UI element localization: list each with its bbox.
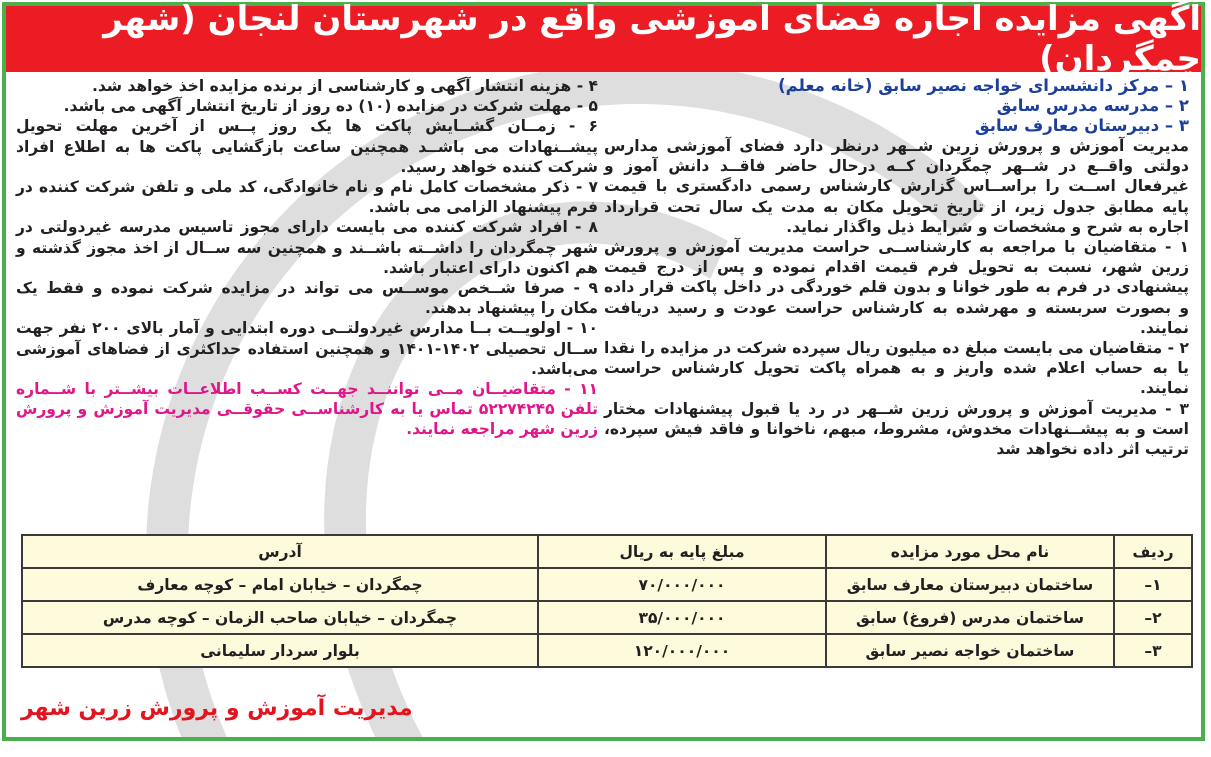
contact-info: ۱۱ - متقاضیــان مــی تواننــد جهــت کســب اطلاعــات بیشــتر با شــماره تلفن ۵۲۲۷۴۲۴۵ تماس یا به کارشناســی حقوقــی مدیریت آموزش و پرورش زرین شهر مراجعه نمایند.	[16, 380, 598, 439]
location-name: ساختمان دبیرستان معارف سابق	[826, 568, 1114, 601]
condition-item-5: ۵ - مهلت شرکت در مزایده (۱۰) ده روز از تاریخ انتشار آگهی می باشد.	[63, 97, 598, 116]
location-heading-1: ۱ – مرکز دانشسرای خواجه نصیر سابق (خانه معلم)	[778, 76, 1189, 95]
address: چمگردان – خیابان صاحب الزمان – کوچه مدرس	[22, 601, 538, 634]
condition-item-10: ۱۰ - اولویــت بــا مدارس غیردولتــی دوره ابتدایی و آمار بالای ۲۰۰ نفر جهت ســال تحصیلی ۱۴۰۲-۱۴۰۱ و همچنین استفاده حداکثری از فضاهای آموزشی می‌باشد.	[16, 319, 599, 378]
table-row	[22, 601, 1192, 634]
condition-item-3: ۳ - مدیریت آموزش و پرورش زرین شــهر در رد یا قبول پیشنهادات مختار است و به پیشــنهادات مخدوش، مشروط، مبهم، ناخوانا و فاقد فیش سپرده، ترتیب اثر داده نخواهد شد	[604, 399, 1189, 459]
location-name: ساختمان خواجه نصیر سابق	[826, 634, 1114, 667]
table-row	[22, 634, 1192, 667]
row-number: ۳–	[1114, 634, 1192, 667]
ad-title: آگهی مزایده اجاره فضای آموزشی واقع در شهرستان لنجان (شهر چمگردان)	[6, 6, 1201, 72]
condition-item-4: ۴ - هزینه انتشار آگهی و کارشناسی از برنده مزایده اخذ خواهد شد.	[91, 77, 598, 95]
condition-item-7: ۷ - ذکر مشخصات کامل نام و نام خانوادگی، کد ملی و تلفن شرکت کننده در فرم پیشنهاد الزامی می باشد.	[16, 178, 598, 217]
row-number: ۱–	[1114, 568, 1192, 601]
address: چمگردان – خیابان امام – کوچه معارف	[22, 568, 538, 601]
left-column	[16, 76, 598, 440]
condition-item-6: ۶ - زمــان گشــایش پاکت ها یک روز پــس از آخرین مهلت تحویل پیشــنهادات می باشــد همچنین ساعت بازگشایی پاکت ها به اطلاع افراد شرکت کننده خواهد رسید.	[16, 117, 598, 176]
location-name: ساختمان مدرس (فروغ) سابق	[826, 601, 1114, 634]
header-location-name: نام محل مورد مزایده	[826, 535, 1114, 568]
base-price: ۳۵/۰۰۰/۰۰۰	[538, 601, 826, 634]
condition-item-2: ۲ - متقاضیان می بایست مبلغ ده میلیون ریال سپرده شرکت در مزایده را نقدا یا به حساب اعلام شده واریز و به همراه پاکت تحویل کارشناس حراست نمایند.	[604, 339, 1189, 398]
base-price: ۷۰/۰۰۰/۰۰۰	[538, 568, 826, 601]
row-number: ۲–	[1114, 601, 1192, 634]
right-column	[604, 76, 1189, 459]
auction-table	[21, 534, 1193, 668]
header-base-price: مبلغ پایه به ریال	[538, 535, 826, 568]
intro-paragraph: مدیریت آموزش و پرورش زرین شــهر درنظر دارد فضای آموزشی مدارس دولتی واقــع در شــهر چمگردان کــه درحال حاضر فاقــد دانش آموز و غیرفعال اســت را براســاس گزارش کارشناس رسمی دادگستری با قیمت پایه مطابق جدول زیر، از تاریخ تحویل مکان به مدت یک سال تحت قرارداد اجاره به شرح و مشخصات و شرایط ذیل واگذار نماید.	[604, 137, 1189, 236]
condition-item-8: ۸ - افراد شرکت کننده می بایست دارای مجوز تاسیس مدرسه غیردولتی در شهر چمگردان را داشــته باشــند و همچنین سه ســال از اخذ مجوز گذشته و هم اکنون دارای اعتبار باشد.	[16, 218, 598, 277]
advertisement-frame	[2, 2, 1205, 741]
header-row-number: ردیف	[1114, 535, 1192, 568]
location-heading-3: ۳ – دبیرستان معارف سابق	[974, 116, 1189, 135]
issuer-signature: مدیریت آموزش و پرورش زرین شهر	[21, 696, 413, 721]
base-price: ۱۲۰/۰۰۰/۰۰۰	[538, 634, 826, 667]
table-row	[22, 568, 1192, 601]
location-heading-2: ۲ – مدرسه مدرس سابق	[996, 96, 1189, 115]
header-address: آدرس	[22, 535, 538, 568]
address: بلوار سردار سلیمانی	[22, 634, 538, 667]
condition-item-1: ۱ - متقاضیان با مراجعه به کارشناســی حراست مدیریت آموزش و پرورش زرین شهر، نسبت به تحویل فرم قیمت اقدام نموده و پس از درج قیمت پیشنهادی در فرم به طور خوانا و بدون قلم خوردگی در داخل پاکت قرار داده و بصورت سربسته و مهرشده به کارشناس حراست عودت و رسید دریافت نمایند.	[604, 238, 1189, 337]
table-header-row	[22, 535, 1192, 568]
condition-item-9: ۹ - صرفا شــخص موســس می تواند در مزایده شرکت نموده و فقط یک مکان را پیشنهاد بدهند.	[16, 279, 598, 318]
